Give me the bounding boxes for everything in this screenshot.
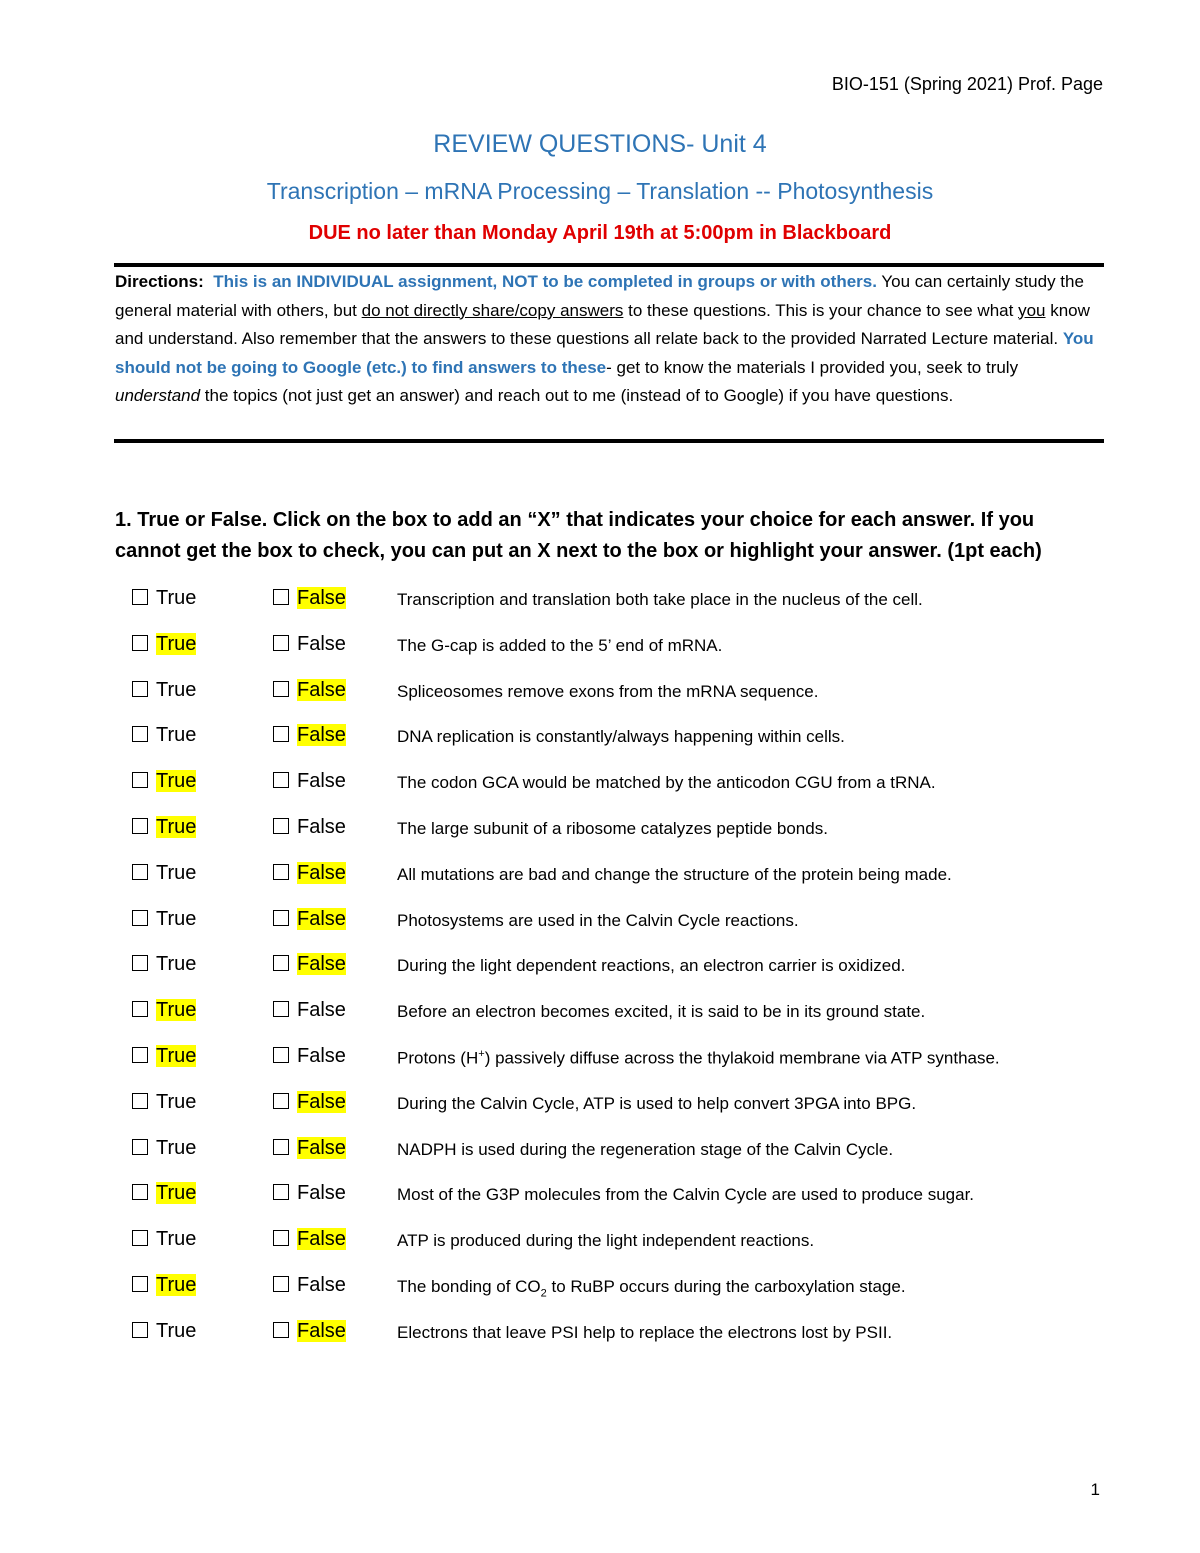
tf-row [0, 862, 1200, 892]
true-option-label: True [156, 724, 197, 746]
checkbox[interactable] [273, 1139, 289, 1155]
false-option[interactable] [273, 1137, 346, 1160]
false-option[interactable] [273, 724, 346, 747]
tf-statement: The codon GCA would be matched by the anticodon CGU from a tRNA. [397, 773, 936, 792]
checkbox[interactable] [132, 1276, 148, 1292]
true-option[interactable] [132, 770, 196, 793]
tf-row [0, 679, 1200, 709]
tf-statement: ATP is produced during the light independent reactions. [397, 1231, 815, 1250]
false-option[interactable] [273, 1045, 346, 1068]
true-option-label: True [156, 1274, 197, 1296]
tf-row [0, 1137, 1200, 1167]
false-option-label: False [297, 953, 346, 975]
question-instructions: Click on the box to add an “X” that indicates your choice for each answer. If you cannot get the box to check, you can put an X next to the box or highlight your answer. (1pt each) [115, 509, 1042, 562]
course-header: BIO-151 (Spring 2021) Prof. Page [831, 74, 1103, 94]
true-option[interactable] [132, 587, 196, 610]
directions-text: to these questions. This is your chance to see what [623, 300, 1019, 320]
false-option-label: False [297, 908, 346, 930]
tf-statement: All mutations are bad and change the structure of the protein being made. [397, 865, 952, 884]
checkbox[interactable] [132, 1184, 148, 1200]
false-option[interactable] [273, 1274, 346, 1297]
directions-individual-note: This is an INDIVIDUAL assignment, NOT to be completed in groups or with others. [213, 272, 877, 291]
tf-row [0, 587, 1200, 617]
true-option[interactable] [132, 816, 196, 839]
tf-row [0, 1182, 1200, 1212]
tf-statement [397, 1277, 906, 1299]
true-option[interactable] [132, 999, 196, 1022]
checkbox[interactable] [132, 910, 148, 926]
directions-understand: understand [115, 386, 201, 406]
true-option[interactable] [132, 679, 196, 702]
tf-row [0, 953, 1200, 983]
true-option[interactable] [132, 633, 196, 656]
tf-row [0, 999, 1200, 1029]
directions-google-note: You should not be going to Google (etc.) to find answers to these [115, 329, 1094, 377]
false-option[interactable] [273, 1228, 346, 1251]
statement-part: ) passively diffuse across the thylakoid membrane via ATP synthase. [484, 1048, 1000, 1068]
statement-subscript: 2 [540, 1287, 547, 1300]
directions-text: You can certainly study the general material with others, but [115, 272, 1084, 320]
false-option[interactable] [273, 953, 346, 976]
checkbox[interactable] [132, 955, 148, 971]
tf-row [0, 633, 1200, 663]
tf-row [0, 770, 1200, 800]
checkbox[interactable] [273, 1047, 289, 1063]
bottom-divider [114, 439, 1104, 443]
true-option-label: True [156, 633, 197, 655]
due-date: DUE no later than Monday April 19th at 5:00pm in Blackboard [308, 222, 892, 244]
false-option[interactable] [273, 633, 346, 656]
false-option-label: False [297, 862, 346, 884]
directions-underline-share: do not directly share/copy answers [361, 300, 624, 320]
tf-statement: During the light dependent reactions, an electron carrier is oxidized. [397, 956, 906, 975]
true-option[interactable] [132, 862, 196, 885]
false-option[interactable] [273, 1091, 346, 1114]
true-option[interactable] [132, 724, 196, 747]
checkbox[interactable] [273, 818, 289, 834]
false-option[interactable] [273, 770, 346, 793]
checkbox[interactable] [132, 726, 148, 742]
tf-row [0, 1091, 1200, 1121]
false-option-label: False [297, 1228, 346, 1250]
tf-statement: Spliceosomes remove exons from the mRNA sequence. [397, 682, 819, 701]
true-option[interactable] [132, 1091, 196, 1114]
false-option-label: False [297, 724, 346, 746]
checkbox[interactable] [132, 864, 148, 880]
checkbox[interactable] [132, 1093, 148, 1109]
directions-block [115, 268, 1105, 411]
checkbox[interactable] [273, 1230, 289, 1246]
checkbox[interactable] [132, 818, 148, 834]
false-option[interactable] [273, 679, 346, 702]
false-option[interactable] [273, 587, 346, 610]
false-option-label: False [297, 816, 346, 838]
tf-statement: Electrons that leave PSI help to replace the electrons lost by PSII. [397, 1323, 893, 1342]
tf-statement: During the Calvin Cycle, ATP is used to help convert 3PGA into BPG. [397, 1094, 917, 1113]
tf-statement [397, 1048, 1000, 1069]
false-option[interactable] [273, 999, 346, 1022]
tf-row [0, 816, 1200, 846]
true-option-label: True [156, 953, 197, 975]
checkbox[interactable] [273, 726, 289, 742]
true-option-label: True [156, 770, 197, 792]
tf-statement: Photosystems are used in the Calvin Cycle reactions. [397, 911, 799, 930]
true-option[interactable] [132, 1274, 196, 1297]
checkbox[interactable] [132, 589, 148, 605]
checkbox[interactable] [132, 1230, 148, 1246]
true-option-label: True [156, 816, 197, 838]
checkbox[interactable] [273, 955, 289, 971]
checkbox[interactable] [273, 1276, 289, 1292]
checkbox[interactable] [132, 1001, 148, 1017]
false-option-label: False [297, 1320, 346, 1342]
true-option[interactable] [132, 1182, 196, 1205]
true-option-label: True [156, 1137, 197, 1159]
true-option[interactable] [132, 908, 196, 931]
true-option-label: True [156, 587, 197, 609]
true-option-label: True [156, 908, 197, 930]
false-option-label: False [297, 1182, 346, 1204]
statement-part: The bonding of CO [397, 1277, 541, 1296]
directions-text: know and understand. Also remember that the answers to these questions all relate back to the provided Narrated Lecture material. [115, 300, 1090, 349]
tf-row [0, 1228, 1200, 1258]
false-option[interactable] [273, 1182, 346, 1205]
tf-statement: Transcription and translation both take place in the nucleus of the cell. [397, 590, 923, 609]
statement-part: Protons (H [397, 1048, 479, 1068]
false-option[interactable] [273, 862, 346, 885]
tf-row [0, 908, 1200, 938]
statement-part: to RuBP occurs during the carboxylation stage. [546, 1277, 906, 1296]
checkbox[interactable] [273, 1093, 289, 1109]
checkbox[interactable] [132, 635, 148, 651]
true-option[interactable] [132, 1137, 196, 1160]
false-option-label: False [297, 679, 346, 701]
statement-superscript: + [478, 1048, 485, 1060]
checkbox[interactable] [132, 1047, 148, 1063]
tf-statement: The large subunit of a ribosome catalyzes peptide bonds. [397, 819, 828, 838]
true-option-label: True [156, 862, 197, 884]
checkbox[interactable] [273, 589, 289, 605]
page-title: REVIEW QUESTIONS- Unit 4 [433, 130, 767, 158]
checkbox[interactable] [273, 910, 289, 926]
checkbox[interactable] [273, 681, 289, 697]
directions-text: the topics (not just get an answer) and reach out to me (instead of to Google) if you have questions. [200, 386, 954, 406]
tf-statement: NADPH is used during the regeneration stage of the Calvin Cycle. [397, 1140, 894, 1159]
true-option[interactable] [132, 953, 196, 976]
tf-statement: Most of the G3P molecules from the Calvin Cycle are used to produce sugar. [397, 1185, 975, 1204]
true-option-label: True [156, 1182, 197, 1204]
page-number: 1 [1090, 1480, 1100, 1499]
checkbox[interactable] [273, 1001, 289, 1017]
true-option-label: True [156, 1045, 197, 1067]
true-option-label: True [156, 999, 197, 1021]
checkbox[interactable] [132, 681, 148, 697]
tf-row [0, 724, 1200, 754]
checkbox[interactable] [273, 1322, 289, 1338]
checkbox[interactable] [132, 772, 148, 788]
false-option-label: False [297, 1274, 346, 1296]
false-option-label: False [297, 633, 346, 655]
tf-statement: Before an electron becomes excited, it is said to be in its ground state. [397, 1002, 926, 1021]
false-option[interactable] [273, 1320, 346, 1343]
question-number: 1. True or False. [115, 509, 268, 531]
false-option-label: False [297, 770, 346, 792]
directions-text: - get to know the materials I provided you, seek to truly [606, 357, 1019, 377]
tf-row [0, 1320, 1200, 1350]
true-option-label: True [156, 1091, 197, 1113]
question-1-heading [115, 505, 1105, 567]
tf-statement: The G-cap is added to the 5’ end of mRNA. [397, 636, 723, 655]
page-subtitle: Transcription – mRNA Processing – Translation -- Photosynthesis [266, 178, 934, 204]
directions-underline-you: you [1018, 300, 1046, 320]
false-option-label: False [297, 1045, 346, 1067]
checkbox[interactable] [273, 772, 289, 788]
false-option[interactable] [273, 816, 346, 839]
tf-row [0, 1045, 1200, 1075]
true-option-label: True [156, 1320, 197, 1342]
true-option[interactable] [132, 1228, 196, 1251]
true-option[interactable] [132, 1320, 196, 1343]
false-option-label: False [297, 1137, 346, 1159]
checkbox[interactable] [273, 635, 289, 651]
true-option[interactable] [132, 1045, 196, 1068]
false-option-label: False [297, 1091, 346, 1113]
directions-label: Directions: [115, 272, 204, 291]
true-option-label: True [156, 679, 197, 701]
tf-row [0, 1274, 1200, 1304]
checkbox[interactable] [273, 1184, 289, 1200]
false-option-label: False [297, 999, 346, 1021]
false-option-label: False [297, 587, 346, 609]
checkbox[interactable] [132, 1322, 148, 1338]
checkbox[interactable] [132, 1139, 148, 1155]
checkbox[interactable] [273, 864, 289, 880]
tf-statement: DNA replication is constantly/always happening within cells. [397, 727, 845, 746]
top-divider [114, 263, 1104, 267]
true-option-label: True [156, 1228, 197, 1250]
false-option[interactable] [273, 908, 346, 931]
